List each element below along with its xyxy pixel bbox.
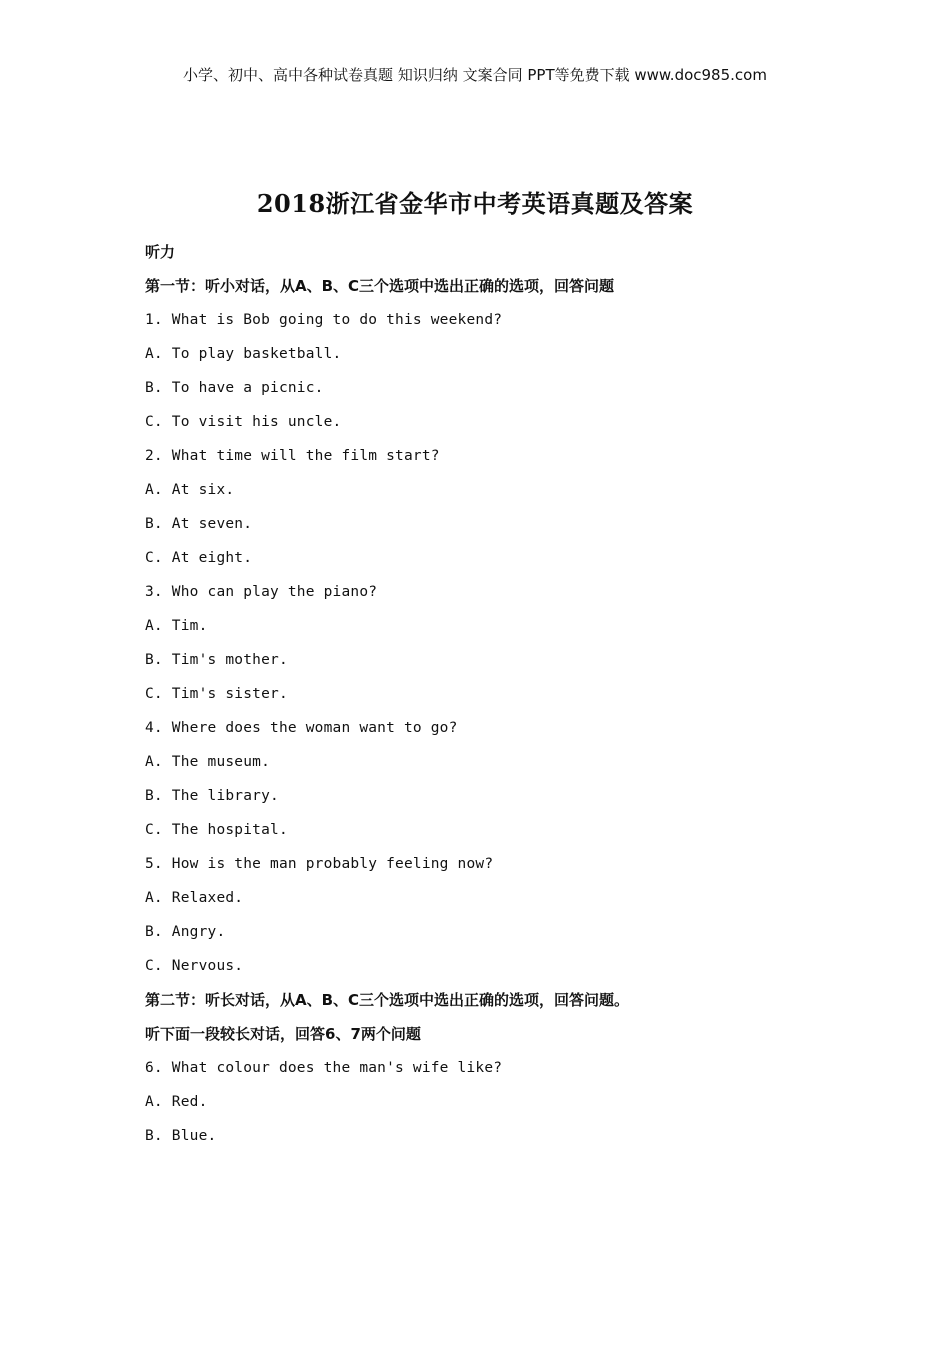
question-4-option-c: C. The hospital. [145,822,288,838]
question-6-option-b: B. Blue. [145,1128,217,1144]
question-5-option-a: A. Relaxed. [145,890,244,906]
section-instruction: 听下面一段较长对话，回答6、7两个问题 [145,1025,421,1043]
question-3: 3. Who can play the piano? [145,584,378,600]
question-4-option-b: B. The library. [145,788,279,804]
question-1-option-c: C. To visit his uncle. [145,414,342,430]
question-2-option-b: B. At seven. [145,516,253,532]
question-5-option-c: C. Nervous. [145,958,244,974]
question-1: 1. What is Bob going to do this weekend? [145,312,503,328]
question-2-option-a: A. At six. [145,482,235,498]
question-5: 5. How is the man probably feeling now? [145,856,494,872]
page-title: 2018浙江省金华市中考英语真题及答案 [256,189,694,218]
question-2: 2. What time will the film start? [145,448,440,464]
question-1-option-b: B. To have a picnic. [145,380,324,396]
question-4: 4. Where does the woman want to go? [145,720,458,736]
question-3-option-c: C. Tim's sister. [145,686,288,702]
question-1-option-a: A. To play basketball. [145,346,342,362]
document-body [145,240,845,1158]
question-2-option-c: C. At eight. [145,550,253,566]
page-header: 小学、初中、高中各种试卷真题 知识归纳 文案合同 PPT等免费下载 www.doc985.com [183,66,767,84]
section-heading-part1: 第一节：听小对话，从A、B、C三个选项中选出正确的选项，回答问题 [145,277,615,295]
question-3-option-b: B. Tim's mother. [145,652,288,668]
question-6: 6. What colour does the man's wife like? [145,1060,503,1076]
section-heading-listening: 听力 [145,243,176,261]
question-6-option-a: A. Red. [145,1094,208,1110]
question-5-option-b: B. Angry. [145,924,226,940]
section-heading-part2: 第二节：听长对话，从A、B、C三个选项中选出正确的选项，回答问题。 [145,991,630,1009]
question-3-option-a: A. Tim. [145,618,208,634]
question-4-option-a: A. The museum. [145,754,271,770]
